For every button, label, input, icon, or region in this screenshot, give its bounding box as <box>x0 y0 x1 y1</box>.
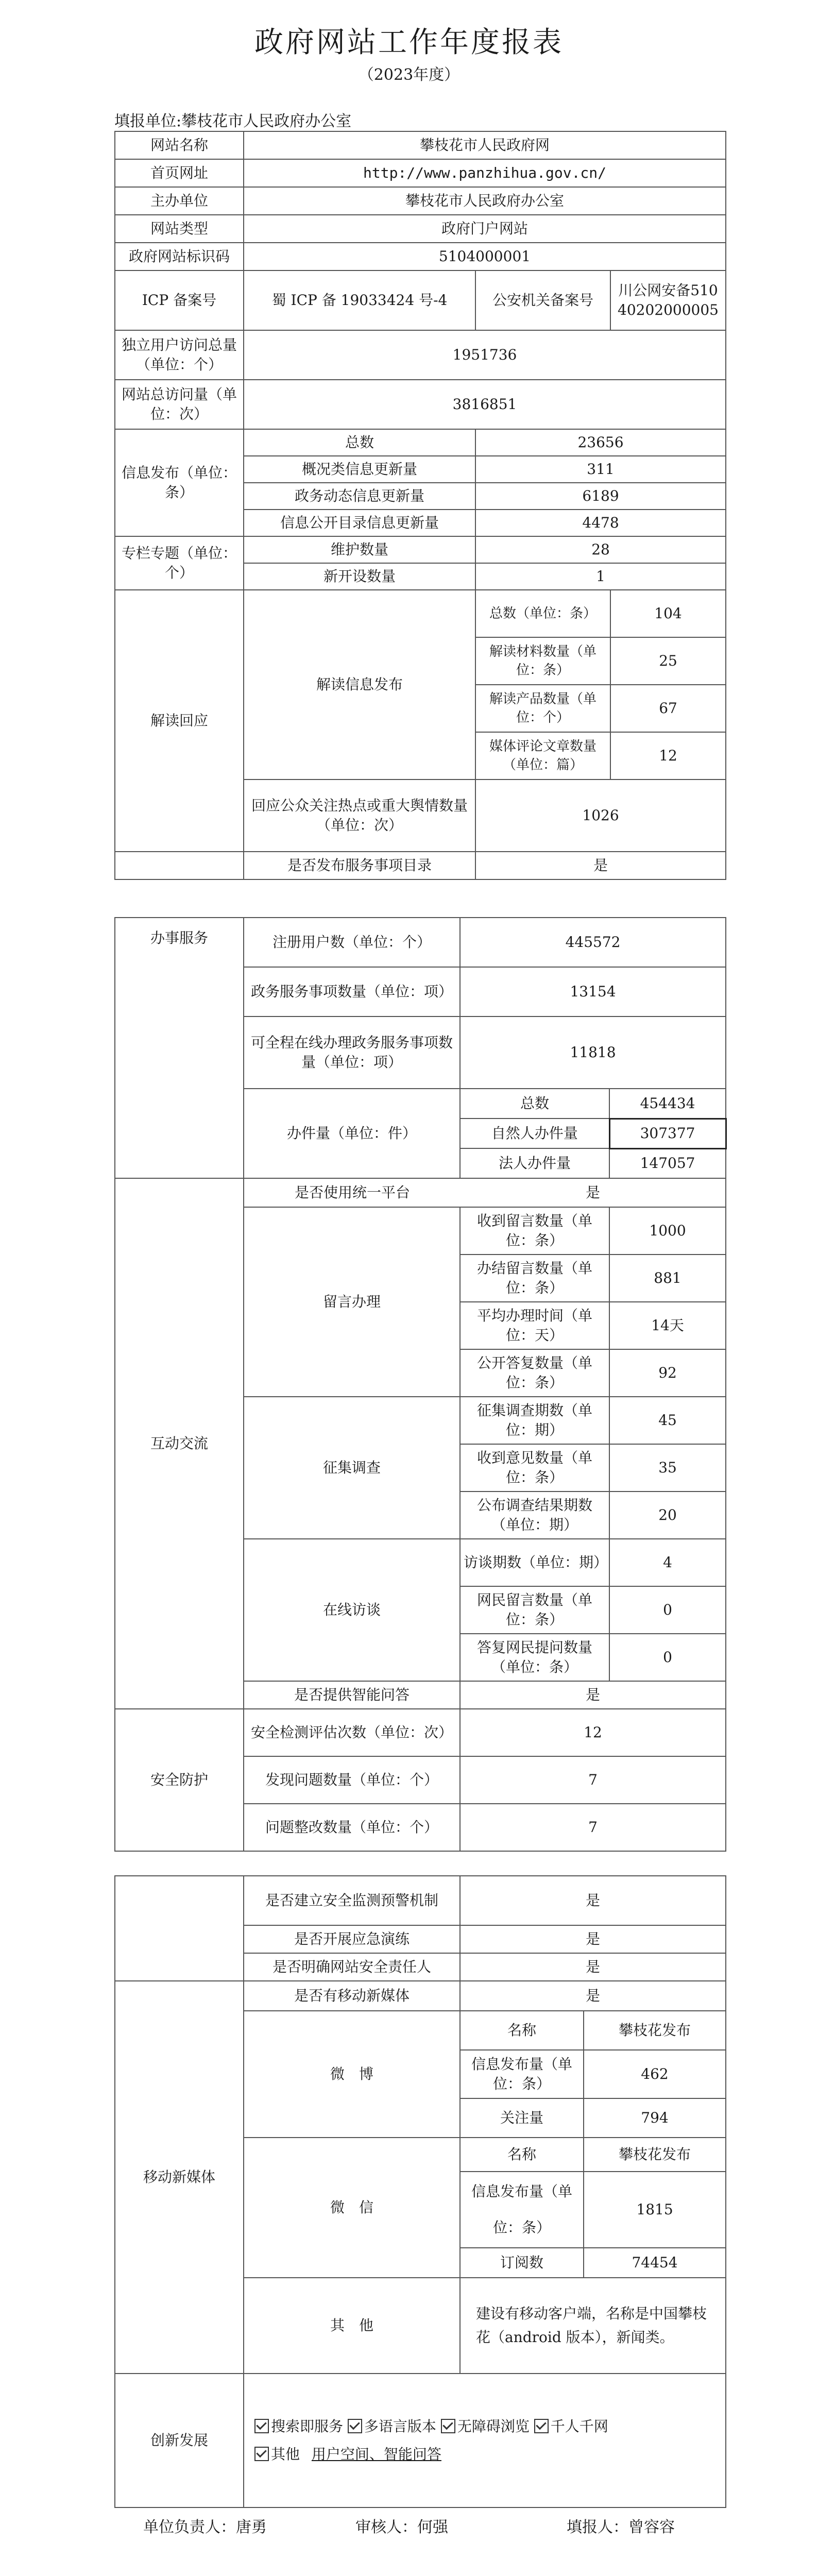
option-other-label: 其他 <box>271 2446 300 2463</box>
hot-topic-response-value: 1026 <box>475 779 726 852</box>
online-items-label: 可全程在线办理政务服务事项数量（单位：项） <box>244 1016 460 1089</box>
weibo-label: 微 博 <box>244 2011 460 2138</box>
interpret-total-value: 104 <box>610 590 726 637</box>
icp-label: ICP 备案号 <box>115 270 244 330</box>
media-comment-label: 媒体评论文章数量（单位：篇） <box>475 732 610 779</box>
wechat-subscribers-label: 订阅数 <box>460 2248 584 2278</box>
interpret-material-label: 解读材料数量（单位：条） <box>475 637 610 685</box>
site-type-value: 政府门户网站 <box>244 215 726 243</box>
news-update-label: 政务动态信息更新量 <box>244 483 475 510</box>
security-label: 安全防护 <box>115 1709 244 1851</box>
checkbox-checked-icon[interactable] <box>441 2419 455 2433</box>
option-multi-language: 多语言版本 <box>364 2418 436 2435</box>
issues-fixed-label: 问题整改数量（单位：个） <box>244 1804 460 1851</box>
checkbox-checked-icon[interactable] <box>254 2447 269 2461</box>
filled-by: 填报人：曾容容 <box>567 2518 675 2536</box>
emergency-drill-label: 是否开展应急演练 <box>244 1925 460 1953</box>
natural-person-cases-label: 自然人办件量 <box>460 1118 609 1148</box>
page-views-label: 网站总访问量（单位：次） <box>115 380 244 429</box>
wechat-label: 微 信 <box>244 2138 460 2278</box>
interview-periods-value: 4 <box>609 1539 726 1586</box>
unique-visitors-label: 独立用户访问总量（单位：个） <box>115 330 244 380</box>
interview-msgs-label: 网民留言数量（单位：条） <box>460 1586 609 1634</box>
checkbox-checked-icon[interactable] <box>254 2419 269 2433</box>
natural-person-cases-value: 307377 <box>609 1118 726 1148</box>
survey-results-value: 20 <box>609 1492 726 1539</box>
homepage-url-label: 首页网址 <box>115 159 244 187</box>
unified-platform-value: 是 <box>586 1184 601 1201</box>
issues-found-label: 发现问题数量（单位：个） <box>244 1756 460 1804</box>
report-title: 政府网站工作年度报表 <box>254 26 564 59</box>
interview-periods-label: 访谈期数（单位：期） <box>460 1539 609 1586</box>
service-items-label: 政务服务事项数量（单位：项） <box>244 967 460 1016</box>
other-media-value: 建设有移动客户端，名称是中国攀枝花（android 版本），新闻类。 <box>460 2278 726 2374</box>
msg-done-value: 881 <box>609 1255 726 1302</box>
msg-done-label: 办结留言数量（单位：条） <box>460 1255 609 1302</box>
police-record-label: 公安机关备案号 <box>475 270 610 330</box>
innovation-options <box>244 2374 726 2507</box>
msg-received-label: 收到留言数量（单位：条） <box>460 1207 609 1255</box>
wechat-subscribers-value: 74454 <box>584 2248 726 2278</box>
handled-total-value: 454434 <box>609 1089 726 1118</box>
innovation-label: 创新发展 <box>115 2374 244 2507</box>
overview-update-label: 概况类信息更新量 <box>244 456 475 483</box>
site-name-label: 网站名称 <box>115 131 244 159</box>
info-total-label: 总数 <box>244 429 475 456</box>
msg-received-value: 1000 <box>609 1207 726 1255</box>
site-type-label: 网站类型 <box>115 215 244 243</box>
wechat-name-label: 名称 <box>460 2138 584 2172</box>
monitor-mechanism-label: 是否建立安全监测预警机制 <box>244 1876 460 1925</box>
online-interview-label: 在线访谈 <box>244 1539 460 1681</box>
police-record-value: 川公网安备51040202000005 <box>610 270 726 330</box>
registered-users-value: 445572 <box>460 918 726 967</box>
option-search-service: 搜索即服务 <box>271 2418 344 2435</box>
security-checks-value: 12 <box>460 1709 726 1756</box>
interview-answers-value: 0 <box>609 1634 726 1681</box>
mobile-media-label: 移动新媒体 <box>115 1981 244 2374</box>
service-items-value: 13154 <box>460 967 726 1016</box>
interpret-material-value: 25 <box>610 637 726 685</box>
registered-users-label: 注册用户数（单位：个） <box>244 918 460 967</box>
survey-label: 征集调查 <box>244 1397 460 1539</box>
legal-person-cases-label: 法人办件量 <box>460 1148 609 1178</box>
unique-visitors-value: 1951736 <box>244 330 726 380</box>
weibo-posts-label: 信息发布量（单位：条） <box>460 2050 584 2098</box>
security-owner-label: 是否明确网站安全责任人 <box>244 1953 460 1981</box>
smart-qa-label: 是否提供智能问答 <box>244 1681 460 1709</box>
host-unit-value: 攀枝花市人民政府办公室 <box>244 187 726 215</box>
special-column-label: 专栏专题（单位：个） <box>115 536 244 590</box>
weibo-name-label: 名称 <box>460 2011 584 2050</box>
overview-update-value: 311 <box>475 456 726 483</box>
option-accessibility: 无障碍浏览 <box>457 2418 530 2435</box>
weibo-name-value: 攀枝花发布 <box>584 2011 726 2050</box>
online-service-label: 办事服务 <box>115 918 244 1178</box>
survey-opinions-value: 35 <box>609 1444 726 1492</box>
checkbox-checked-icon[interactable] <box>534 2419 549 2433</box>
interpret-product-value: 67 <box>610 685 726 732</box>
service-catalog-label: 是否发布服务事项目录 <box>244 852 475 879</box>
weibo-posts-value: 462 <box>584 2050 726 2098</box>
emergency-drill-value: 是 <box>460 1925 726 1953</box>
msg-public-value: 92 <box>609 1349 726 1397</box>
issues-found-value: 7 <box>460 1756 726 1804</box>
open-catalog-update-label: 信息公开目录信息更新量 <box>244 510 475 536</box>
report-table-mobile <box>114 1875 726 2508</box>
smart-qa-value: 是 <box>460 1681 726 1709</box>
security-owner-value: 是 <box>460 1953 726 1981</box>
special-new-value: 1 <box>475 563 726 590</box>
interpret-response-label: 解读回应 <box>115 590 244 852</box>
msg-public-label: 公开答复数量（单位：条） <box>460 1349 609 1397</box>
legal-person-cases-value: 147057 <box>609 1148 726 1178</box>
message-handling-label: 留言办理 <box>244 1207 460 1397</box>
media-comment-value: 12 <box>610 732 726 779</box>
wechat-posts-value: 1815 <box>584 2172 726 2248</box>
interview-msgs-value: 0 <box>609 1586 726 1634</box>
site-code-value: 5104000001 <box>244 243 726 270</box>
special-maintain-value: 28 <box>475 536 726 563</box>
unified-platform-row <box>244 1178 726 1207</box>
info-release-label: 信息发布（单位：条） <box>115 429 244 536</box>
handled-cases-label: 办件量（单位：件） <box>244 1089 460 1178</box>
open-catalog-update-value: 4478 <box>475 510 726 536</box>
host-unit-label: 主办单位 <box>115 187 244 215</box>
report-table-service <box>114 917 727 1852</box>
survey-periods-value: 45 <box>609 1397 726 1444</box>
weibo-followers-label: 关注量 <box>460 2098 584 2138</box>
site-code-label: 政府网站标识码 <box>115 243 244 270</box>
msg-avg-time-value: 14天 <box>609 1302 726 1349</box>
service-catalog-value: 是 <box>475 852 726 879</box>
other-media-label: 其 他 <box>244 2278 460 2374</box>
option-other-value: 用户空间、智能问答 <box>311 2446 441 2463</box>
page-views-value: 3816851 <box>244 380 726 429</box>
reviewer: 审核人：何强 <box>355 2518 448 2536</box>
interpret-product-label: 解读产品数量（单位：个） <box>475 685 610 732</box>
interpret-total-label: 总数（单位：条） <box>475 590 610 637</box>
weibo-followers-value: 794 <box>584 2098 726 2138</box>
homepage-url-value: http://www.panzhihua.gov.cn/ <box>244 159 726 187</box>
survey-opinions-label: 收到意见数量（单位：条） <box>460 1444 609 1492</box>
handled-total-label: 总数 <box>460 1089 609 1118</box>
interview-answers-label: 答复网民提问数量（单位：条） <box>460 1634 609 1681</box>
survey-periods-label: 征集调查期数（单位：期） <box>460 1397 609 1444</box>
site-name-value: 攀枝花市人民政府网 <box>244 131 726 159</box>
innovation-row-1 <box>244 2413 725 2441</box>
has-mobile-label: 是否有移动新媒体 <box>244 1981 460 2011</box>
news-update-value: 6189 <box>475 483 726 510</box>
wechat-name-value: 攀枝花发布 <box>584 2138 726 2172</box>
special-new-label: 新开设数量 <box>244 563 475 590</box>
interaction-label: 互动交流 <box>115 1178 244 1709</box>
info-total-value: 23656 <box>475 429 726 456</box>
report-table-basic <box>114 131 726 880</box>
option-personalized: 千人千网 <box>550 2418 608 2435</box>
issues-fixed-value: 7 <box>460 1804 726 1851</box>
unit-leader: 单位负责人：唐勇 <box>143 2518 267 2536</box>
msg-avg-time-label: 平均办理时间（单位：天） <box>460 1302 609 1349</box>
security-checks-label: 安全检测评估次数（单位：次） <box>244 1709 460 1756</box>
monitor-mechanism-value: 是 <box>460 1876 726 1925</box>
report-year: （2023年度） <box>358 66 460 84</box>
checkbox-checked-icon[interactable] <box>348 2419 362 2433</box>
unified-platform-label: 是否使用统一平台 <box>294 1184 410 1201</box>
online-items-value: 11818 <box>460 1016 726 1089</box>
filling-unit: 填报单位:攀枝花市人民政府办公室 <box>114 112 352 130</box>
innovation-row-2 <box>244 2441 725 2468</box>
icp-value: 蜀 ICP 备 19033424 号-4 <box>244 270 475 330</box>
special-maintain-label: 维护数量 <box>244 536 475 563</box>
has-mobile-value: 是 <box>460 1981 726 2011</box>
survey-results-label: 公布调查结果期数（单位：期） <box>460 1492 609 1539</box>
hot-topic-response-label: 回应公众关注热点或重大舆情数量（单位：次） <box>244 779 475 852</box>
interpret-publish-label: 解读信息发布 <box>244 590 475 779</box>
wechat-posts-label: 信息发布量（单位：条） <box>460 2172 584 2248</box>
